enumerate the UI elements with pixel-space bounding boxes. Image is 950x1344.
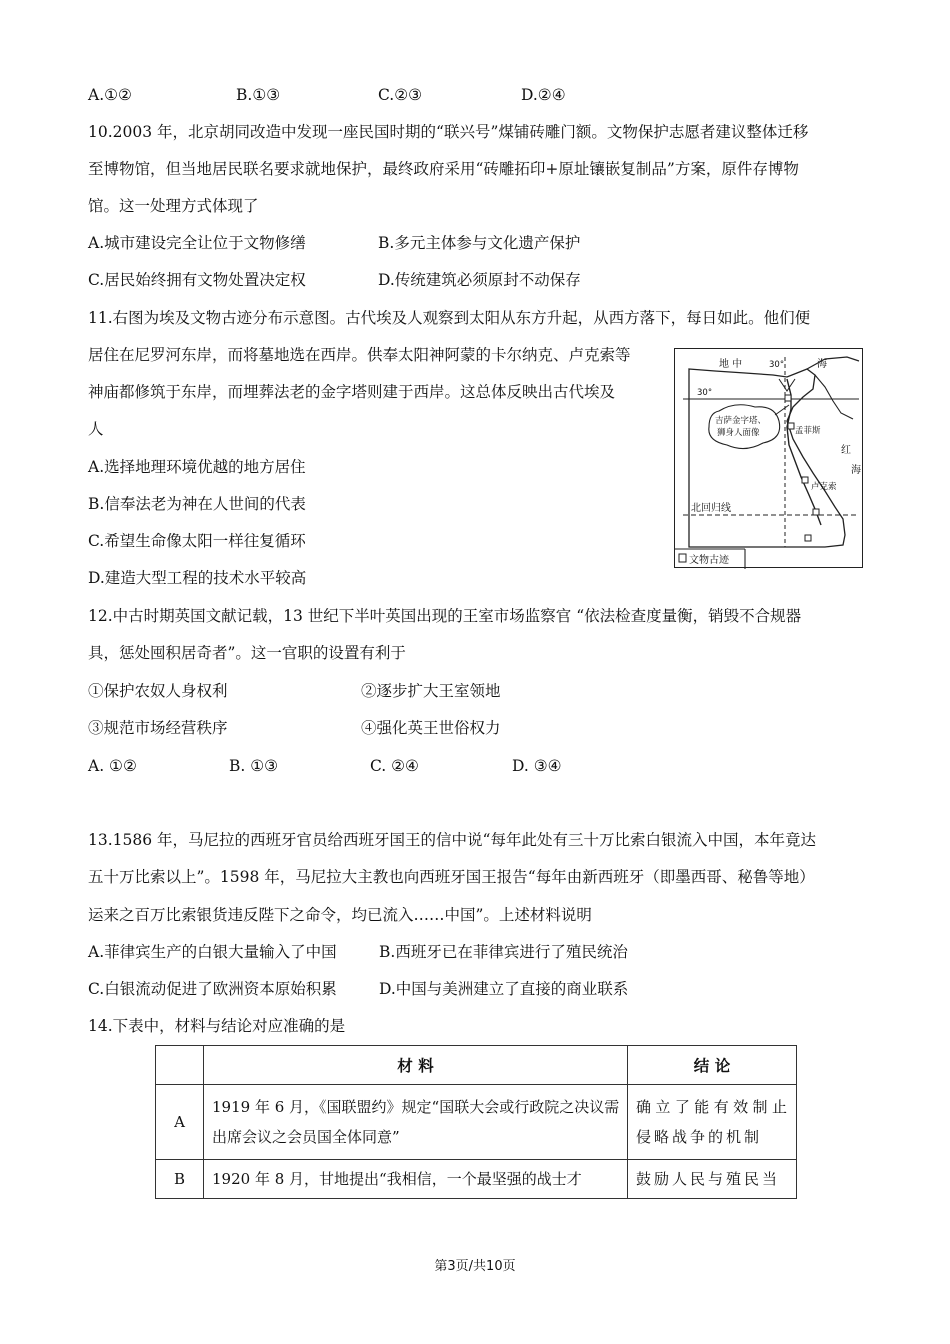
callout-pointer: [775, 405, 789, 415]
q13-option-d: D.中国与美洲建立了直接的商业联系: [379, 980, 629, 998]
q10-option-d: D.传统建筑必须原封不动保存: [378, 271, 581, 289]
map-label-red-sea-2: 海: [851, 465, 861, 476]
q12-item-1: ①保护农奴人身权利: [88, 682, 228, 700]
callout-bubble: [709, 405, 780, 449]
q13-stem-line-3: 运来之百万比索银货违反陛下之命令，均已流入……中国”。上述材料说明: [88, 906, 592, 924]
row-a-conclusion-cell: [628, 1085, 797, 1160]
map-label-luxor: 卢克索: [811, 482, 837, 492]
q12-option-a: A. ①②: [88, 757, 137, 775]
row-b-material: 1920 年 8 月，甘地提出“我相信，一个最坚强的战士才: [212, 1170, 582, 1188]
map-legend-label: 文物古迹: [689, 555, 729, 566]
q9-option-c: C.②③: [378, 86, 423, 104]
q11-option-a: A.选择地理环境优越的地方居住: [88, 458, 306, 476]
q11-stem-line-1: 11.右图为埃及文物古迹分布示意图。古代埃及人观察到太阳从东方升起，从西方落下，每日如此。他们便: [88, 309, 811, 327]
q10-option-b: B.多元主体参与文化遗产保护: [378, 234, 581, 252]
map-drawing: [675, 349, 864, 569]
row-b-material-cell: [204, 1160, 628, 1199]
q12-item-2: ②逐步扩大王室领地: [361, 682, 501, 700]
q11-option-b: B.信奉法老为神在人世间的代表: [88, 495, 306, 513]
map-label-mediterranean: 地 中: [719, 359, 743, 370]
table-header-conclusion: 结 论: [628, 1046, 797, 1085]
site-marker-memphis: [788, 423, 794, 429]
map-label-sea: 海: [817, 359, 827, 370]
map-label-lat-left: 30°: [697, 388, 713, 398]
legend-marker: [679, 554, 686, 562]
table-header-material: 材 料: [204, 1046, 628, 1085]
east-coast: [807, 357, 859, 369]
page-number: 第3页/共10页: [434, 1259, 516, 1274]
egypt-heritage-map: [674, 348, 863, 568]
q10-option-c: C.居民始终拥有文物处置决定权: [88, 271, 306, 289]
row-b-conclusion-cell: [628, 1160, 797, 1199]
q13-option-b: B.西班牙已在菲律宾进行了殖民统治: [379, 943, 628, 961]
q12-stem-line-1: 12.中古时期英国文献记载，13 世纪下半叶英国出现的王室市场监察官 “依法检查度量衡，销毁不合规器: [88, 607, 802, 625]
table-header-row: [156, 1046, 797, 1085]
q11-stem-line-3: 神庙都修筑于东岸，而埋葬法老的金字塔则建于西岸。这总体反映出古代埃及: [88, 383, 616, 401]
site-marker-giza: [785, 395, 791, 401]
land-outline: [689, 369, 845, 547]
site-marker-luxor: [802, 477, 808, 483]
q13-option-a: A.菲律宾生产的白银大量输入了中国: [88, 943, 337, 961]
map-label-red-sea-1: 红: [841, 445, 851, 456]
q13-stem-line-1: 13.1586 年，马尼拉的西班牙官员给西班牙国王的信中说“每年此处有三十万比索白银流入中国，本年竟达: [88, 831, 816, 849]
map-label-memphis: 孟菲斯: [795, 426, 821, 436]
site-marker-south: [813, 509, 819, 515]
q11-stem-line-4: 人: [88, 420, 104, 438]
row-a-key: A: [156, 1085, 204, 1160]
q12-option-d: D. ③④: [512, 757, 562, 775]
q14-table: [155, 1045, 797, 1199]
q12-stem-line-2: 具，惩处囤积居奇者”。这一官职的设置有利于: [88, 644, 406, 662]
q9-option-b: B.①③: [236, 86, 281, 104]
q10-stem-line-1: 10.2003 年，北京胡同改造中发现一座民国时期的“联兴号”煤铺砖雕门额。文物保护志愿者建议整体迁移: [88, 123, 809, 141]
site-marker-abu-simbel: [805, 535, 811, 541]
q12-item-3: ③规范市场经营秩序: [88, 719, 228, 737]
q11-stem-line-2: 居住在尼罗河东岸，而将墓地选在西岸。供奉太阳神阿蒙的卡尔纳克、卢克索等: [88, 346, 631, 364]
row-a-conclusion: 确立了能有效制止侵略战争的机制: [636, 1098, 790, 1146]
q9-option-a: A.①②: [88, 86, 132, 104]
q12-item-4: ④强化英王世俗权力: [361, 719, 501, 737]
row-b-conclusion: 鼓励人民与殖民当: [636, 1170, 781, 1188]
map-callout-line-1: 吉萨金字塔、: [715, 416, 767, 426]
q12-option-b: B. ①③: [229, 757, 279, 775]
q11-option-c: C.希望生命像太阳一样往复循环: [88, 532, 306, 550]
q10-option-a: A.城市建设完全让位于文物修缮: [88, 234, 306, 252]
q13-stem-line-2: 五十万比索以上”。1598 年，马尼拉大主教也向西班牙国王报告“每年由新西班牙（即墨西哥、秘鲁等地）: [88, 868, 815, 886]
table-row: [156, 1160, 797, 1199]
map-callout-line-2: 狮身人面像: [717, 428, 760, 438]
q9-option-d: D.②④: [521, 86, 566, 104]
table-row: [156, 1085, 797, 1160]
q13-option-c: C.白银流动促进了欧洲资本原始积累: [88, 980, 337, 998]
nile-river: [787, 379, 821, 525]
q10-stem-line-2: 至博物馆，但当地居民联名要求就地保护，最终政府采用“砖雕拓印+原址镶嵌复制品”方案，原件存博物: [88, 160, 799, 178]
map-label-tropic: 北回归线: [691, 503, 731, 514]
q10-stem-line-3: 馆。这一处理方式体现了: [88, 197, 259, 215]
q11-option-d: D.建造大型工程的技术水平较高: [88, 569, 307, 587]
row-a-material-cell: [204, 1085, 628, 1160]
sinai-coast: [815, 375, 853, 419]
row-b-key: B: [156, 1160, 204, 1199]
q12-option-c: C. ②④: [370, 757, 419, 775]
map-label-lat-top: 30°: [769, 360, 785, 370]
table-header-key: [156, 1046, 204, 1085]
q14-stem: 14.下表中，材料与结论对应准确的是: [88, 1017, 346, 1035]
row-a-material: 1919 年 6 月，《国联盟约》规定“国联大会或行政院之决议需出席会议之会员国全体同意”: [212, 1098, 620, 1146]
